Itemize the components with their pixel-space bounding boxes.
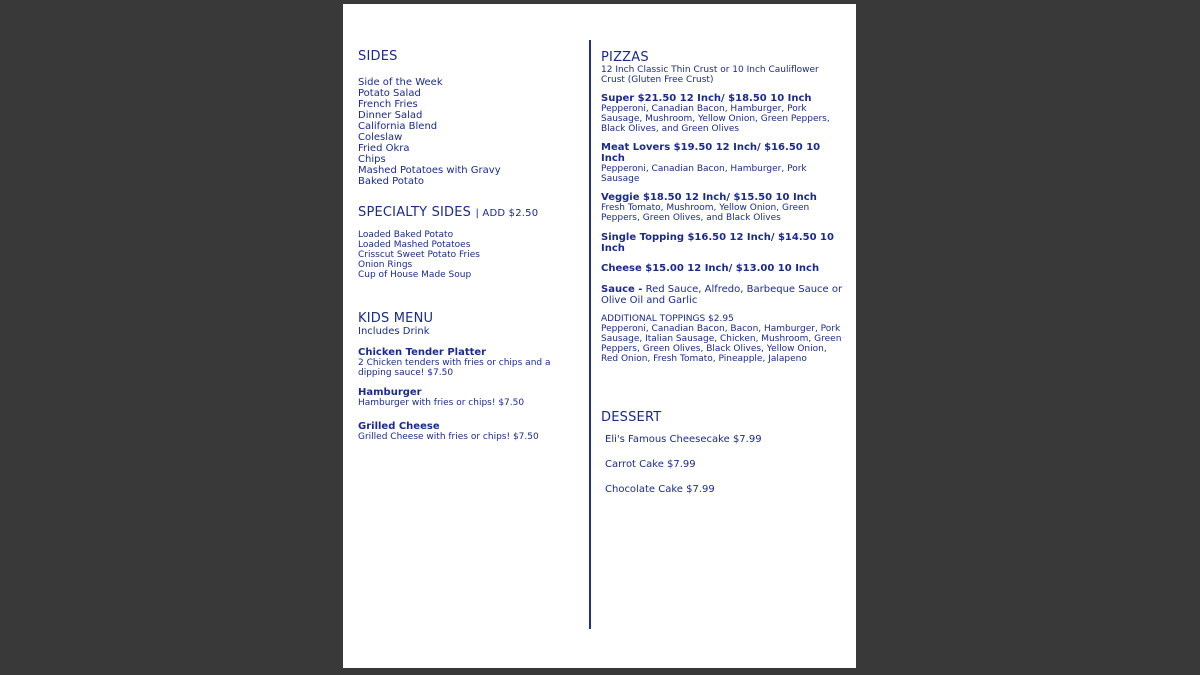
pizza-item xyxy=(601,192,845,223)
list-item: Potato Salad xyxy=(358,88,421,99)
list-item: Mashed Potatoes with Gravy xyxy=(358,165,501,176)
kids-item xyxy=(358,387,580,408)
specialty-sides-list xyxy=(358,230,580,280)
list-item: Coleslaw xyxy=(358,132,403,143)
pizza-item-title: Single Topping $16.50 12 Inch/ $14.50 10 Inch xyxy=(601,232,834,254)
list-item: Onion Rings xyxy=(358,260,413,270)
right-column xyxy=(601,50,845,495)
list-item: Side of the Week xyxy=(358,77,443,88)
dessert-item: Eli's Famous Cheesecake $7.99 xyxy=(605,434,762,445)
sauce-text: Red Sauce, Alfredo, Barbeque Sauce or Olive Oil and Garlic xyxy=(601,284,843,306)
list-item: Loaded Baked Potato xyxy=(358,230,454,240)
kids-item-desc: Hamburger with fries or chips! $7.50 xyxy=(358,398,525,408)
list-item: Chips xyxy=(358,154,386,165)
list-item: French Fries xyxy=(358,99,418,110)
kids-item-desc: Grilled Cheese with fries or chips! $7.50 xyxy=(358,432,539,442)
kids-item-title: Hamburger xyxy=(358,387,422,398)
pizza-item-desc: Fresh Tomato, Mushroom, Yellow Onion, Green Peppers, Green Olives, and Black Olives xyxy=(601,203,810,223)
list-item: Crisscut Sweet Potato Fries xyxy=(358,250,480,260)
kids-menu-subheading: Includes Drink xyxy=(358,326,430,337)
list-item: Loaded Mashed Potatoes xyxy=(358,240,471,250)
sauce-label: Sauce - xyxy=(601,284,643,295)
kids-menu-heading: KIDS MENU xyxy=(358,311,434,326)
dessert-heading: DESSERT xyxy=(601,410,662,425)
list-item: Baked Potato xyxy=(358,176,424,187)
list-item: Dinner Salad xyxy=(358,110,423,121)
pizza-item-title: Meat Lovers $19.50 12 Inch/ $16.50 10 Inch xyxy=(601,142,821,164)
pizzas-heading: PIZZAS xyxy=(601,50,649,65)
specialty-sides-price: | ADD $2.50 xyxy=(475,208,539,219)
kids-item-desc: 2 Chicken tenders with fries or chips and a dipping sauce! $7.50 xyxy=(358,358,551,378)
pizza-item-title: Cheese $15.00 12 Inch/ $13.00 10 Inch xyxy=(601,263,820,274)
specialty-sides-heading xyxy=(358,205,580,221)
pizza-item-desc: Pepperoni, Canadian Bacon, Hamburger, Pork Sausage, Mushroom, Yellow Onion, Green Peppers, Black Olives, and Green Olives xyxy=(601,104,830,134)
menu-page xyxy=(343,4,856,668)
list-item: Cup of House Made Soup xyxy=(358,270,472,280)
left-column xyxy=(358,49,580,442)
kids-item-title: Grilled Cheese xyxy=(358,421,440,432)
toppings-heading: ADDITIONAL TOPPINGS $2.95 xyxy=(601,314,734,324)
list-item: California Blend xyxy=(358,121,438,132)
list-item: Fried Okra xyxy=(358,143,410,154)
sides-list xyxy=(358,77,580,187)
pizza-item-title: Super $21.50 12 Inch/ $18.50 10 Inch xyxy=(601,93,812,104)
pizza-item xyxy=(601,263,845,274)
pizza-item-desc: Pepperoni, Canadian Bacon, Hamburger, Pork Sausage xyxy=(601,164,807,184)
specialty-sides-title: SPECIALTY SIDES xyxy=(358,205,472,220)
kids-item xyxy=(358,421,580,442)
pizza-item xyxy=(601,232,845,254)
kids-item-title: Chicken Tender Platter xyxy=(358,347,487,358)
kids-item xyxy=(358,347,580,378)
pizza-item xyxy=(601,93,845,134)
dessert-item: Chocolate Cake $7.99 xyxy=(605,484,715,495)
column-divider xyxy=(589,40,591,629)
toppings-text: Pepperoni, Canadian Bacon, Bacon, Hamburger, Pork Sausage, Italian Sausage, Chicken, Mushroom, Green Peppers, Green Olives, Black Olives, Yellow Onion, Red Onion, Fresh Tomato, Pineapple, Jalapeno xyxy=(601,324,842,364)
pizzas-intro: 12 Inch Classic Thin Crust or 10 Inch Cauliflower Crust (Gluten Free Crust) xyxy=(601,65,819,85)
pizza-item xyxy=(601,142,845,184)
dessert-item: Carrot Cake $7.99 xyxy=(605,459,696,470)
pizza-item-title: Veggie $18.50 12 Inch/ $15.50 10 Inch xyxy=(601,192,817,203)
sauce-info xyxy=(601,284,845,306)
additional-toppings xyxy=(601,314,845,364)
sides-heading: SIDES xyxy=(358,49,398,64)
